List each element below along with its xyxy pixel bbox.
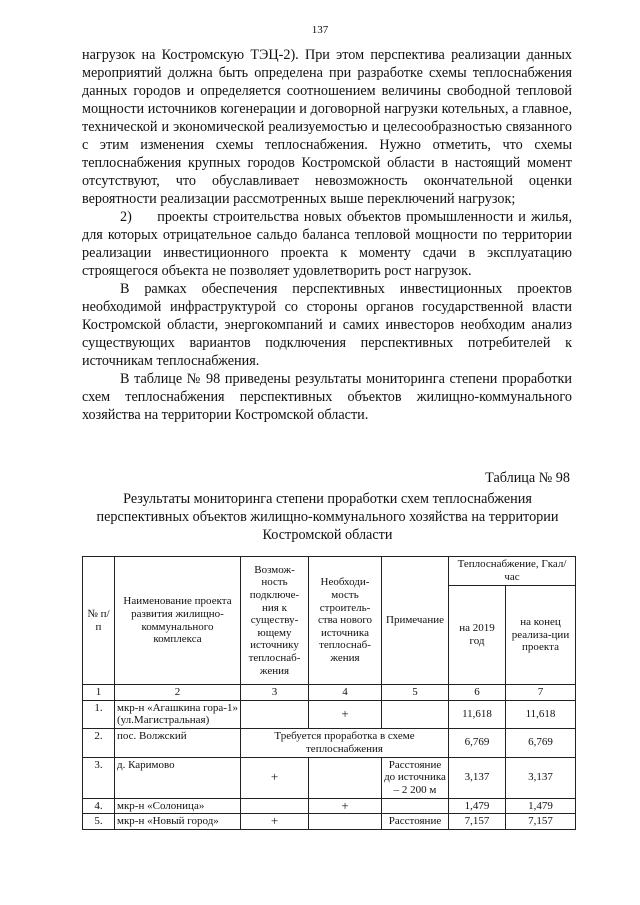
col-number: 7 bbox=[506, 685, 576, 701]
row-2019: 7,157 bbox=[449, 814, 506, 830]
row-2019: 3,137 bbox=[449, 757, 506, 798]
row-num: 5. bbox=[83, 814, 115, 830]
row-need-new bbox=[309, 814, 382, 830]
row-2019: 1,479 bbox=[449, 798, 506, 814]
table-row bbox=[83, 814, 576, 830]
row-name: мкр-н «Новый город» bbox=[115, 814, 241, 830]
data-table bbox=[82, 556, 576, 830]
column-number-row bbox=[83, 685, 576, 701]
header-2019: на 2019 год bbox=[449, 586, 506, 685]
row-possible: + bbox=[241, 757, 309, 798]
table-label: Таблица № 98 bbox=[485, 470, 570, 486]
col-number: 5 bbox=[382, 685, 449, 701]
header-possible: Возмож-ность подключе-ния к существу-ющему источнику теплоснаб-жения bbox=[241, 557, 309, 685]
row-end: 7,157 bbox=[506, 814, 576, 830]
row-note: Расстояние bbox=[382, 814, 449, 830]
paragraph: В рамках обеспечения перспективных инвестиционных проектов необходимой инфраструктурой со стороны органов государственной власти Костромской области, энергокомпаний и самих инвесторов необходим анализ существующих вариантов подключения перспективных потребителей к источникам теплоснабжения. bbox=[82, 281, 572, 369]
row-num: 2. bbox=[83, 728, 115, 757]
table-row bbox=[83, 757, 576, 798]
header-name: Наименование проекта развития жилищно-коммунального комплекса bbox=[115, 557, 241, 685]
row-num: 3. bbox=[83, 757, 115, 798]
row-2019: 6,769 bbox=[449, 728, 506, 757]
col-number: 2 bbox=[115, 685, 241, 701]
row-end: 3,137 bbox=[506, 757, 576, 798]
header-heat-group: Теплоснабжение, Гкал/час bbox=[449, 557, 576, 586]
table-row bbox=[83, 700, 576, 728]
row-end: 1,479 bbox=[506, 798, 576, 814]
row-2019: 11,618 bbox=[449, 700, 506, 728]
paragraph: В таблице № 98 приведены результаты мониторинга степени проработки схем теплоснабжения перспективных объектов жилищно-коммунального хозяйства на территории Костромской области. bbox=[82, 371, 572, 423]
col-number: 3 bbox=[241, 685, 309, 701]
row-name: д. Каримово bbox=[115, 757, 241, 798]
row-possible: + bbox=[241, 814, 309, 830]
row-possible bbox=[241, 700, 309, 728]
table-row bbox=[83, 728, 576, 757]
header-need-new: Необходи-мость строитель-ства нового источника теплоснаб-жения bbox=[309, 557, 382, 685]
paragraph: нагрузок на Костромскую ТЭЦ-2). При этом перспектива реализации данных мероприятий должна быть определена при разработке схемы теплоснабжения данных городов и определяется соотношением величины свободной тепловой мощности источников когенерации и договорной нагрузки котельных, а главное, технической и экономической реализуемостью и целесообразностью связанного с этим изменения схемы теплоснабжения. Нужно отметить, что схемы теплоснабжения крупных городов Костромской области в настоящий момент отсутствуют, что обуславливает невозможность окончательной оценки вероятности реализации рассмотренных выше переключений нагрузок; bbox=[82, 47, 572, 207]
header-note: Примечание bbox=[382, 557, 449, 685]
col-number: 6 bbox=[449, 685, 506, 701]
row-name: пос. Волжский bbox=[115, 728, 241, 757]
row-note: Расстояние до источника – 2 200 м bbox=[382, 757, 449, 798]
row-name: мкр-н «Солоница» bbox=[115, 798, 241, 814]
row-note bbox=[382, 700, 449, 728]
table-row bbox=[83, 798, 576, 814]
page-number: 137 bbox=[311, 24, 329, 36]
row-note bbox=[382, 798, 449, 814]
paragraph: 2) проекты строительства новых объектов промышленности и жилья, для которых отрицательное сальдо баланса тепловой мощности по территории реализации инвестиционного проекта к моменту сдачи в эксплуатацию строящегося объекта не позволяет удовлетворить рост нагрузок. bbox=[82, 209, 572, 279]
row-num: 1. bbox=[83, 700, 115, 728]
row-need-new: + bbox=[309, 700, 382, 728]
row-num: 4. bbox=[83, 798, 115, 814]
row-need-new: + bbox=[309, 798, 382, 814]
row-end: 6,769 bbox=[506, 728, 576, 757]
body-text bbox=[82, 46, 572, 424]
row-need-new bbox=[309, 757, 382, 798]
row-possible bbox=[241, 798, 309, 814]
row-name: мкр-н «Агашкина гора-1» (ул.Магистральная) bbox=[115, 700, 241, 728]
header-row bbox=[83, 557, 576, 586]
table-title: Результаты мониторинга степени проработки схем теплоснабжения перспективных объектов жилищно-коммунального хозяйства на территории Костромской области bbox=[96, 491, 559, 543]
header-end: на конец реализа-ции проекта bbox=[506, 586, 576, 685]
row-merged-note: Требуется проработка в схеме теплоснабжения bbox=[241, 728, 449, 757]
row-end: 11,618 bbox=[506, 700, 576, 728]
header-num: № п/п bbox=[83, 557, 115, 685]
col-number: 4 bbox=[309, 685, 382, 701]
col-number: 1 bbox=[83, 685, 115, 701]
